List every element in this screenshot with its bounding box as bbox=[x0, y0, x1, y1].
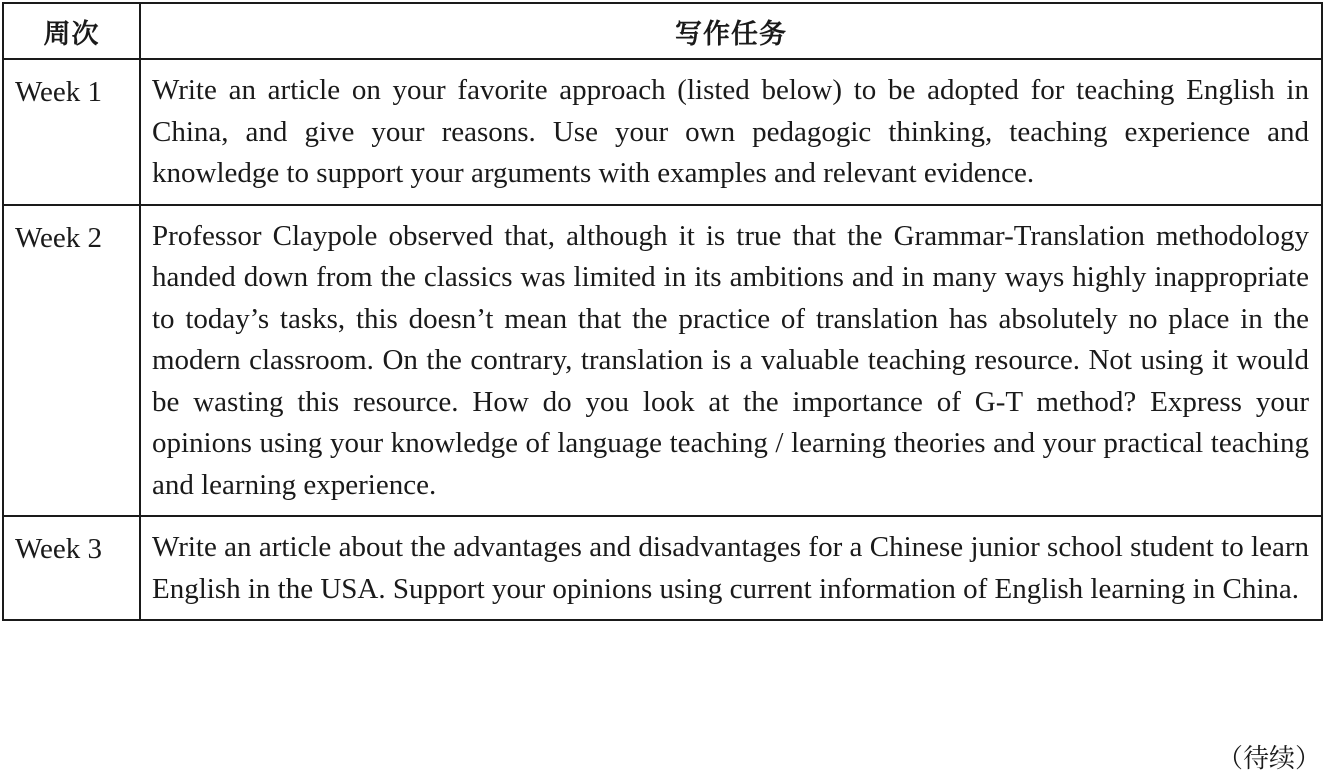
header-task: 写作任务 bbox=[140, 3, 1322, 59]
week-cell: Week 1 bbox=[3, 59, 140, 205]
week-cell: Week 2 bbox=[3, 205, 140, 517]
table-header-row bbox=[3, 3, 1322, 59]
table-row bbox=[3, 205, 1322, 517]
task-cell: Write an article about the advantages and disadvantages for a Chinese junior school student to learn English in the USA. Support your opinions using current information of English learning in China. bbox=[140, 516, 1322, 620]
task-cell: Write an article on your favorite approach (listed below) to be adopted for teaching English in China, and give your reasons. Use your own pedagogic thinking, teaching experience and knowledge to support your arguments with examples and relevant evidence. bbox=[140, 59, 1322, 205]
week-cell: Week 3 bbox=[3, 516, 140, 620]
task-cell: Professor Claypole observed that, although it is true that the Grammar-Translation methodology handed down from the classics was limited in its ambitions and in many ways highly inappropriate to today’s tasks, this doesn’t mean that the practice of translation has absolutely no place in the modern classroom. On the contrary, translation is a valuable teaching resource. Not using it would be wasting this resource. How do you look at the importance of G-T method? Express your opinions using your knowledge of language teaching / learning theories and your practical teaching and learning experience. bbox=[140, 205, 1322, 517]
header-week: 周次 bbox=[3, 3, 140, 59]
writing-tasks-table bbox=[2, 2, 1323, 621]
table-row bbox=[3, 59, 1322, 205]
table-row bbox=[3, 516, 1322, 620]
continued-note: （待续） bbox=[1216, 744, 1321, 774]
